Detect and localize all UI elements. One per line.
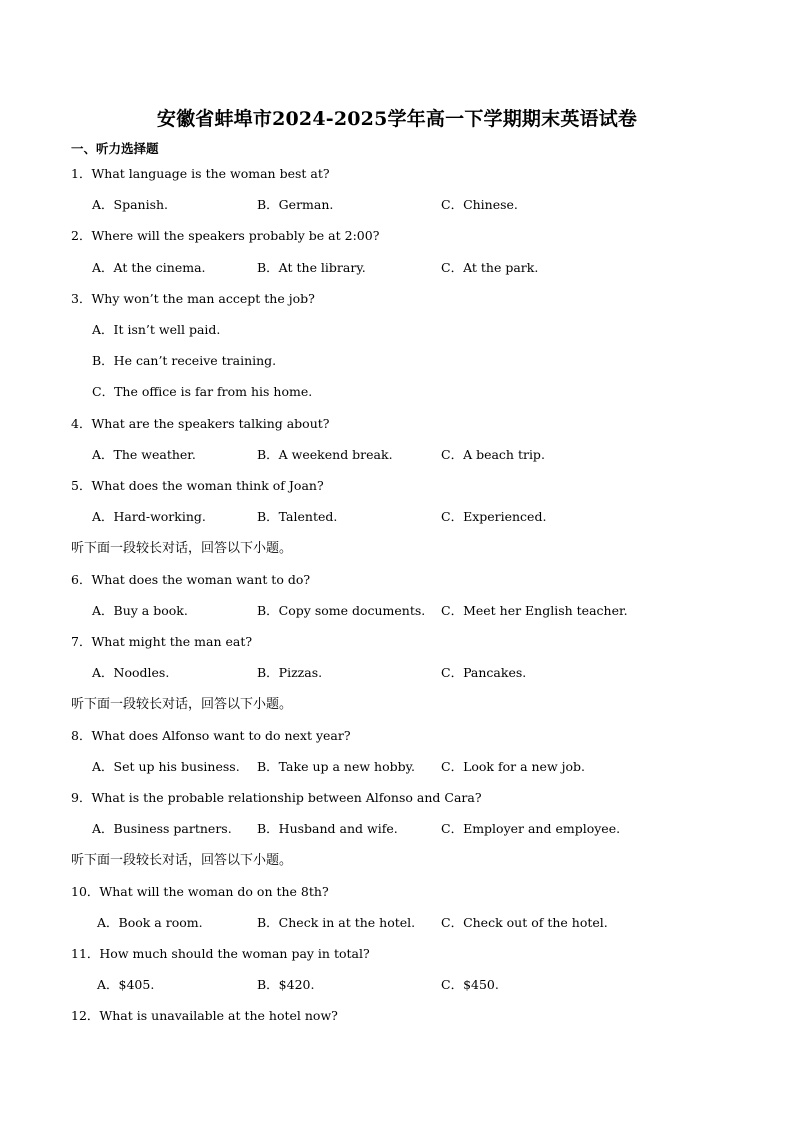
question-4: 4．What are the speakers talking about? [71,416,330,431]
instruction-text: 听下面一段较长对话，回答以下小题。 [71,697,293,712]
question-5: 5．What does the woman think of Joan? [71,478,324,493]
option-2b: B．At the library. [257,260,366,275]
option-6c: C．Meet her English teacher. [441,603,628,618]
question-1: 1．What language is the woman best at? [71,166,330,181]
question-12: 12．What is unavailable at the hotel now? [71,1008,338,1023]
question-6: 6．What does the woman want to do? [71,572,311,587]
option-11b: B．$420. [257,977,315,992]
question-2: 2．Where will the speakers probably be at 2:00? [71,228,380,243]
option-10a: A．Book a room. [97,915,203,930]
option-1b: B．German. [257,197,334,212]
option-4a: A．The weather. [92,447,196,462]
option-8c: C．Look for a new job. [441,759,585,774]
option-10b: B．Check in at the hotel. [257,915,416,930]
option-9b: B．Husband and wife. [257,821,398,836]
option-6b: B．Copy some documents. [257,603,426,618]
option-5c: C．Experienced. [441,509,547,524]
option-4c: C．A beach trip. [441,447,545,462]
option-5b: B．Talented. [257,509,338,524]
question-7: 7．What might the man eat? [71,634,253,649]
option-8a: A．Set up his business. [92,759,240,774]
option-7a: A．Noodles. [92,665,170,680]
option-11a: A．$405. [97,977,155,992]
option-2a: A．At the cinema. [92,260,206,275]
question-10: 10．What will the woman do on the 8th? [71,884,329,899]
option-2c: C．At the park. [441,260,539,275]
option-3a: A．It isn’t well paid. [92,322,221,337]
question-3: 3．Why won’t the man accept the job? [71,291,315,306]
question-9: 9．What is the probable relationship between Alfonso and Cara? [71,790,482,805]
option-1a: A．Spanish. [92,197,169,212]
option-11c: C．$450. [441,977,499,992]
option-7b: B．Pizzas. [257,665,323,680]
option-10c: C．Check out of the hotel. [441,915,608,930]
option-1c: C．Chinese. [441,197,518,212]
question-11: 11．How much should the woman pay in total? [71,946,370,961]
option-9c: C．Employer and employee. [441,821,621,836]
option-5a: A．Hard-working. [92,509,206,524]
option-4b: B．A weekend break. [257,447,393,462]
question-8: 8．What does Alfonso want to do next year? [71,728,351,743]
option-3c: C．The office is far from his home. [92,384,313,399]
option-3b: B．He can’t receive training. [92,353,277,368]
page-title: 安徽省蚌埠市2024-2025学年高一下学期期末英语试卷 [156,108,638,130]
option-7c: C．Pancakes. [441,665,527,680]
option-9a: A．Business partners. [92,821,232,836]
section-heading: 一、听力选择题 [71,141,159,156]
instruction-text: 听下面一段较长对话，回答以下小题。 [71,541,293,556]
instruction-text: 听下面一段较长对话，回答以下小题。 [71,853,293,868]
option-6a: A．Buy a book. [92,603,188,618]
option-8b: B．Take up a new hobby. [257,759,415,774]
